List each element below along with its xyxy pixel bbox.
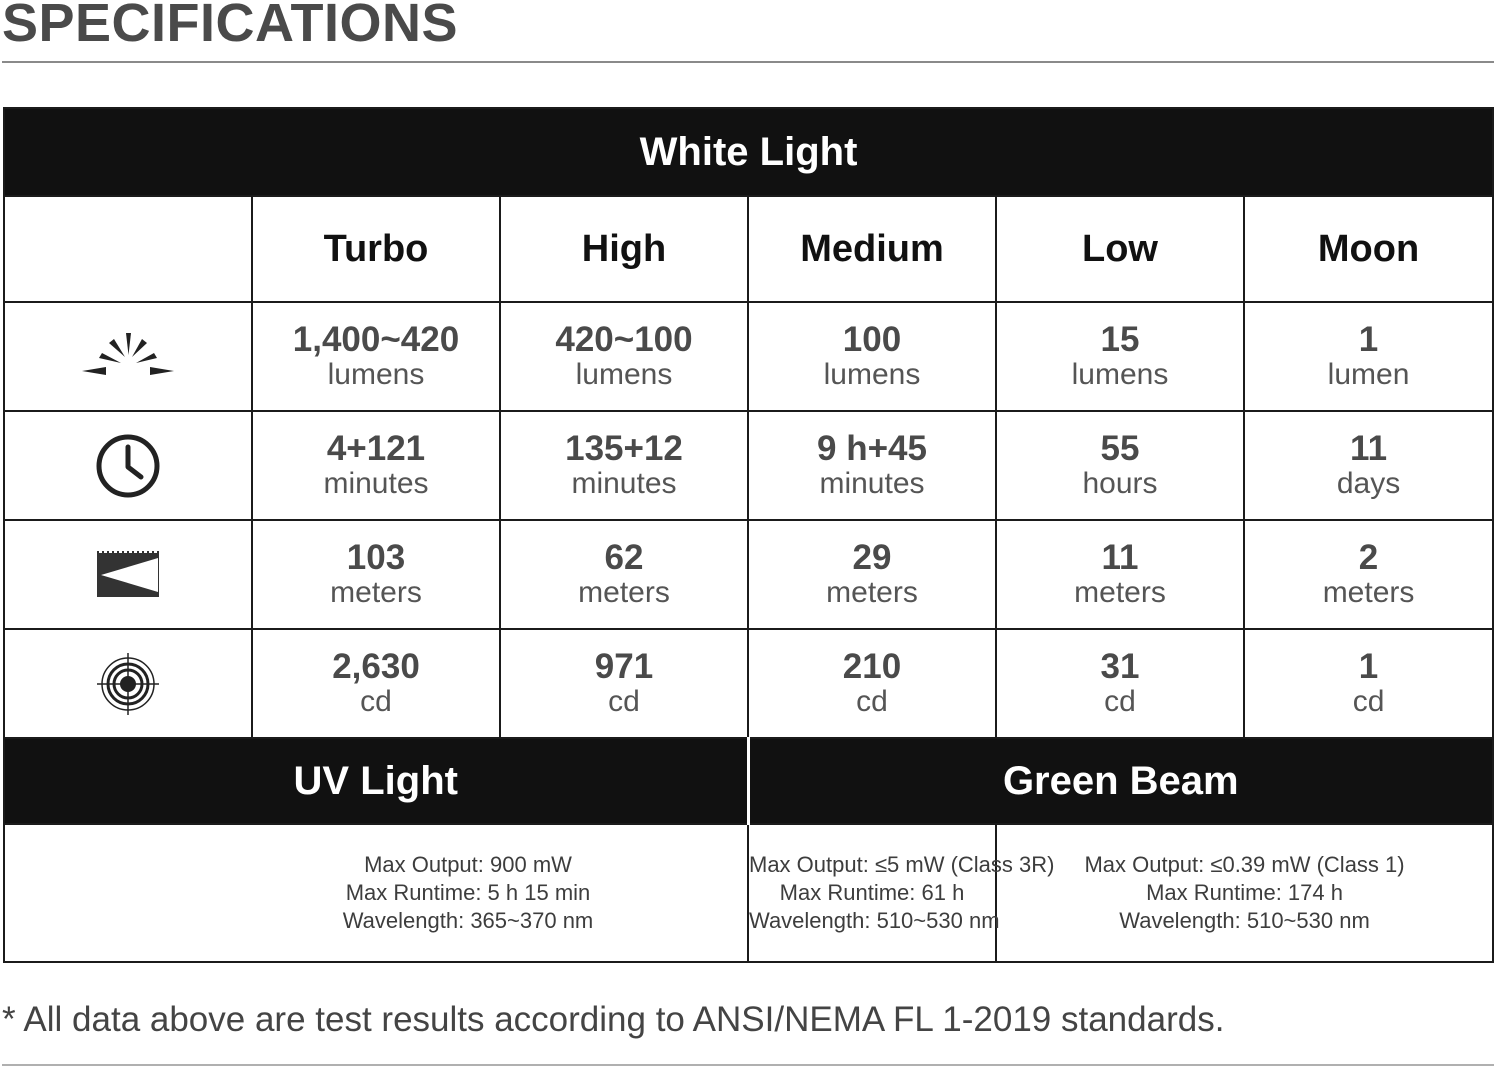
specifications-table [3, 107, 1494, 963]
mode-medium: Medium [748, 196, 996, 302]
spec-cell: 420~100 lumens [500, 302, 748, 411]
spec-cell: 2,630 cd [252, 629, 500, 738]
green-max-runtime: Max Runtime: 174 h [1146, 880, 1343, 905]
brightness-icon [4, 302, 252, 411]
green-wavelength: Wavelength: 510~530 nm [1119, 908, 1370, 933]
green-wavelength: Wavelength: 510~530 nm [749, 908, 1000, 933]
beam-distance-row [4, 520, 1493, 629]
page-title: SPECIFICATIONS [2, 0, 459, 53]
spec-cell: 103 meters [252, 520, 500, 629]
uv-max-output: Max Output: 900 mW [364, 852, 572, 877]
clock-icon [4, 411, 252, 520]
spec-cell: 15 lumens [996, 302, 1244, 411]
title-divider [2, 61, 1494, 63]
uv-light-header: UV Light [4, 738, 748, 824]
green-beam-specs-class-3r [748, 824, 1055, 962]
green-beam-header: Green Beam [748, 738, 1493, 824]
brightness-row [4, 302, 1493, 411]
mode-moon: Moon [1244, 196, 1493, 302]
spec-cell: 1 lumen [1244, 302, 1493, 411]
laser-info-row [4, 824, 1493, 962]
target-icon [4, 629, 252, 738]
green-beam-specs-class-1 [996, 824, 1493, 962]
spec-cell: 2 meters [1244, 520, 1493, 629]
mode-header-row [4, 196, 1493, 302]
mode-turbo: Turbo [252, 196, 500, 302]
spec-cell: 210 cd [748, 629, 996, 738]
sub-header-row [4, 738, 1493, 824]
footer-divider [2, 1064, 1494, 1066]
spec-cell: 55 hours [996, 411, 1244, 520]
uv-max-runtime: Max Runtime: 5 h 15 min [345, 880, 591, 905]
mode-high: High [500, 196, 748, 302]
spec-cell: 100 lumens [748, 302, 996, 411]
spec-cell: 4+121 minutes [252, 411, 500, 520]
spec-cell: 11 days [1244, 411, 1493, 520]
spec-cell: 11 meters [996, 520, 1244, 629]
uv-light-specs [4, 824, 748, 962]
spec-cell: 62 meters [500, 520, 748, 629]
intensity-row [4, 629, 1493, 738]
spec-cell: 1,400~420 lumens [252, 302, 500, 411]
white-light-header: White Light [4, 108, 1493, 196]
empty-corner-cell [4, 196, 252, 302]
spec-cell: 31 cd [996, 629, 1244, 738]
green-max-output: Max Output: ≤0.39 mW (Class 1) [1084, 852, 1405, 877]
beam-distance-icon [4, 520, 252, 629]
green-max-output: Max Output: ≤5 mW (Class 3R) [749, 852, 1055, 877]
runtime-row [4, 411, 1493, 520]
mode-low: Low [996, 196, 1244, 302]
spec-cell: 29 meters [748, 520, 996, 629]
green-max-runtime: Max Runtime: 61 h [779, 880, 965, 905]
spec-cell: 9 h+45 minutes [748, 411, 996, 520]
spec-cell: 971 cd [500, 629, 748, 738]
spec-cell: 135+12 minutes [500, 411, 748, 520]
uv-wavelength: Wavelength: 365~370 nm [342, 908, 594, 933]
spec-cell: 1 cd [1244, 629, 1493, 738]
footnote: * All data above are test results according to ANSI/NEMA FL 1-2019 standards. [2, 1000, 1225, 1039]
